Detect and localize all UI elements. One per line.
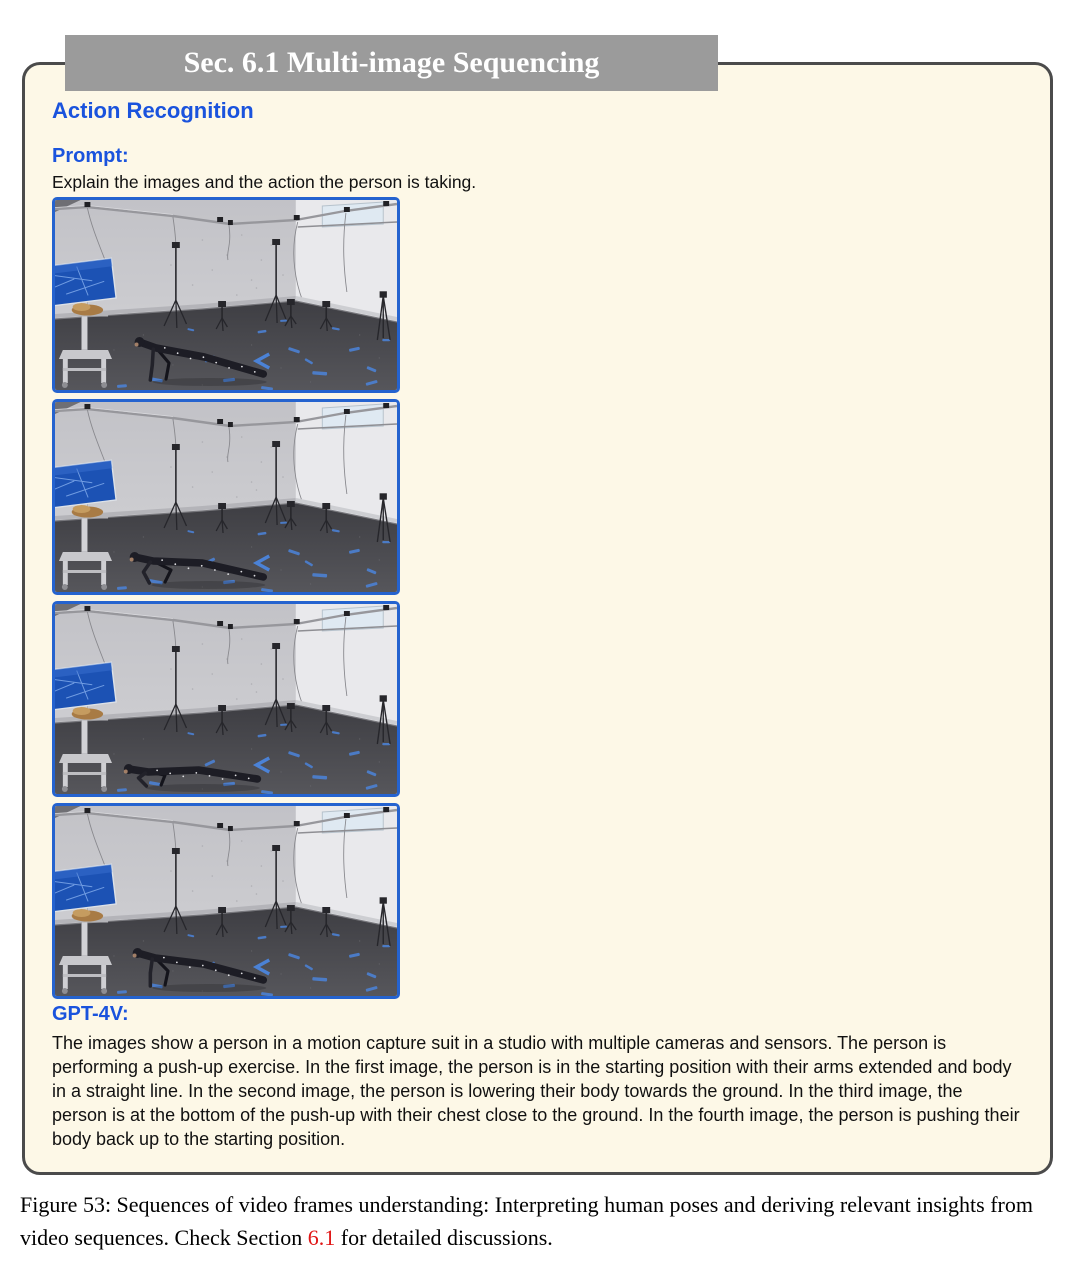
caption-text-suffix: for detailed discussions.: [335, 1225, 553, 1250]
response-label: GPT-4V:: [52, 1003, 129, 1025]
figure-caption: [20, 1188, 1070, 1254]
frames: [52, 197, 400, 1005]
prompt-text: Explain the images and the action the person is taking.: [52, 172, 477, 192]
caption-section-link[interactable]: 6.1: [307, 1225, 336, 1250]
video-frame-2: [52, 399, 400, 595]
section-banner-title: Sec. 6.1 Multi-image Sequencing: [183, 46, 600, 79]
video-frame-4: [52, 803, 400, 999]
video-frame-3: [52, 601, 400, 797]
response-text: The images show a person in a motion capture suit in a studio with multiple cameras and sensors. The person is performing a push-up exercise. In the first image, the person is in the starting position with their arms extended and body in a straight line. In the second image, the person is lowering their body towards the ground. In the third image, the person is at the bottom of the push-up with their chest close to the ground. In the fourth image, the person is pushing their body back up to the starting position.: [52, 1033, 1020, 1149]
video-frame-1: [52, 197, 400, 393]
figure-panel: [22, 62, 1053, 1175]
task-heading: Action Recognition: [52, 98, 254, 123]
caption-text: Figure 53: Sequences of video frames understanding: Interpreting human poses and deriving relevant insights from video sequences. Check Section: [20, 1192, 1033, 1250]
section-banner: [65, 35, 718, 91]
prompt-label: Prompt:: [52, 145, 129, 167]
